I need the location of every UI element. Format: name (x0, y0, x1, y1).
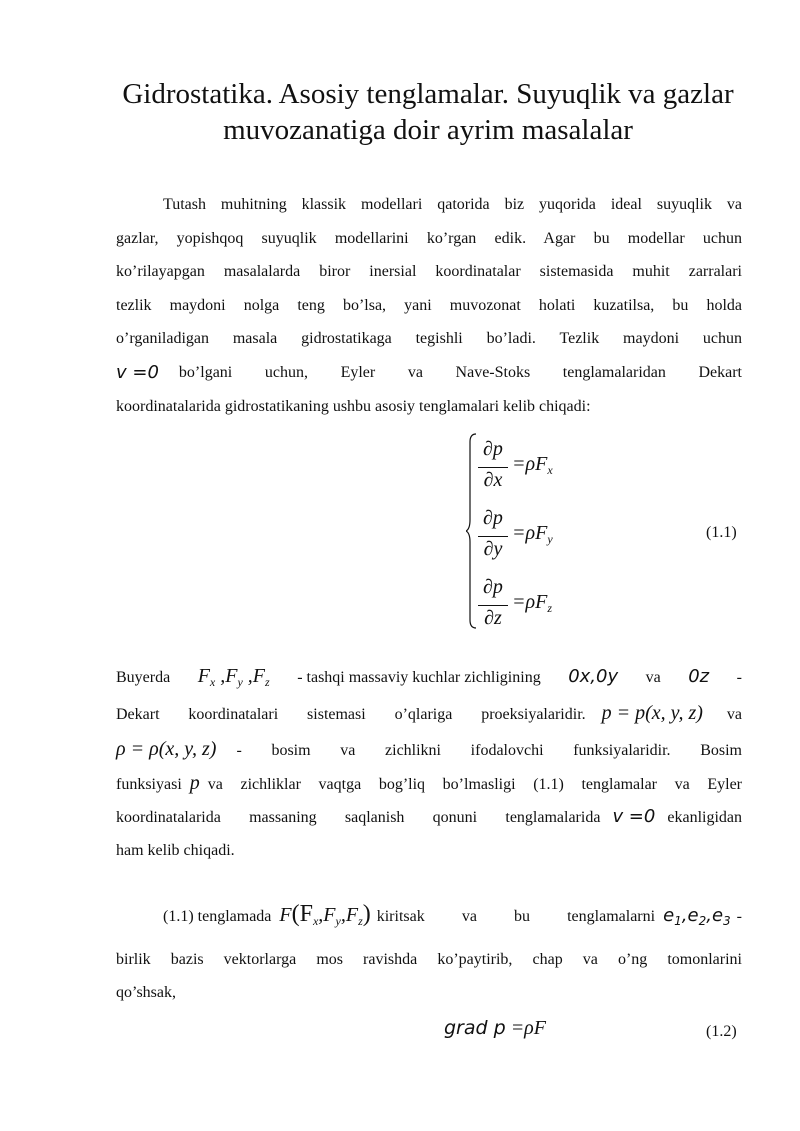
definitions-line (116, 733, 742, 767)
intro-paragraph (116, 188, 742, 423)
rhs-text: =ρF (512, 591, 548, 613)
basis-e: ,e (681, 905, 699, 926)
title-line-1: Gidrostatika. Asosiy tenglamalar. Suyuqlik va gazlar (122, 78, 734, 110)
axes-math-1: 0x,0y (568, 666, 619, 687)
force-vector-math (279, 898, 370, 939)
definitions-text: koordinatalarida massaning saqlanish qonuni tenglamalarida (116, 809, 601, 827)
definitions-text: - tashqi massaviy kuchlar zichligining (297, 669, 541, 686)
definitions-line (116, 697, 742, 731)
title-line-2: muvozanatiga doir ayrim masalalar (223, 114, 633, 146)
equation-number-1-2: (1.2) (706, 1023, 737, 1040)
fraction-bar (478, 605, 508, 606)
word-buyerda: Buyerda (116, 669, 171, 686)
subscript-y: y (547, 532, 553, 546)
denominator: ∂z (484, 607, 502, 629)
force-components: (F (291, 901, 313, 927)
dash: - (736, 669, 742, 686)
summation-text: (1.1) tenglamada (163, 908, 272, 925)
force-f: F (225, 665, 238, 687)
force-components-math: $F_x$ $,F_y$ $,F_z$ (197, 665, 270, 689)
summation-text: kiritsak va bu tenglamalarni (376, 908, 656, 925)
rhs-text: =ρF (512, 453, 548, 475)
pressure-function-math: p = p(x, y, z) (601, 701, 703, 724)
definitions-text: va zichliklar vaqtga bog’liq bo’lmasligi (1.1) tenglamalar va Eyler (207, 775, 742, 793)
subscript: 3 (723, 914, 731, 928)
grad-p-lhs: grad p (444, 1017, 506, 1039)
axes-math-2: 0z (688, 666, 710, 687)
word-funksiyasi: funksiyasi (116, 775, 182, 793)
definitions-text: ekanligidan (667, 809, 742, 827)
equation-number-1-1: (1.1) (706, 524, 737, 541)
definitions-line: ham kelib chiqadi. (116, 841, 235, 859)
pressure-p-math: p (189, 771, 200, 794)
equation-y (478, 505, 578, 565)
denominator: ∂y (483, 538, 503, 560)
page-title (100, 76, 756, 148)
force-components: ,F (340, 904, 359, 926)
subscript: 2 (698, 914, 707, 928)
force-f: F (279, 904, 292, 926)
force-f: F (197, 665, 210, 687)
velocity-zero-math: v =0 (612, 806, 656, 828)
grad-p-rhs: =ρF (510, 1017, 546, 1039)
numerator: ∂p (483, 507, 503, 529)
fraction-bar (478, 467, 508, 468)
force-f: F (252, 665, 266, 687)
subscript-z: z (547, 601, 552, 615)
rhs-text: =ρF (512, 522, 548, 544)
denominator: ∂x (483, 469, 503, 491)
word-va: va (645, 669, 661, 686)
intro-line: gazlar, yopishqoq suyuqlik modellarini ko’rgan edik. Agar bu modellar uchun (116, 229, 742, 247)
subscript: z (265, 675, 270, 689)
subscript: x (312, 914, 319, 928)
intro-line (116, 356, 742, 390)
right-hand-side (512, 522, 553, 547)
basis-vectors-math (663, 899, 731, 939)
numerator: ∂p (483, 438, 503, 460)
summation-line: qo’shsak, (116, 984, 176, 1002)
equation-system-1-1 (466, 432, 576, 630)
summation-paragraph (116, 898, 742, 1010)
word-va: va (726, 705, 742, 723)
left-brace-icon (466, 432, 478, 630)
intro-line: ko’rilayapgan masalalarda biror inersial koordinatalar sistemasida muhit zarralari (116, 263, 742, 281)
right-hand-side (512, 591, 552, 616)
equation-x (478, 436, 578, 496)
intro-line: tezlik maydoni nolga teng bo’lsa, yani muvozonat holati kuzatilsa, bu holda (116, 296, 742, 314)
force-components: ,F (318, 904, 336, 926)
intro-line: koordinatalarida gidrostatikaning ushbu asosiy tenglamalari kelib chiqadi: (116, 397, 591, 415)
basis-e: e (663, 905, 675, 926)
summation-line: birlik bazis vektorlarga mos ravishda ko’paytirib, chap va o’ng tomonlarini (116, 950, 742, 968)
subscript: x (209, 675, 216, 689)
equation-1-2 (444, 1017, 546, 1040)
closing-paren: ) (362, 901, 371, 927)
definitions-text: Dekart koordinatalari sistemasi o’qlariga proeksiyalaridir. (116, 705, 586, 723)
definitions-line (116, 660, 742, 694)
numerator: ∂p (483, 576, 503, 598)
definitions-text: - bosim va zichlikni ifodalovchi funksiyalaridir. Bosim (236, 742, 742, 760)
density-function-math: ρ = ρ(x, y, z) (116, 738, 217, 761)
definitions-line (116, 767, 742, 801)
subscript: 1 (674, 914, 682, 928)
subscript-x: x (547, 463, 553, 477)
intro-line: o’rganiladigan masala gidrostatikaga tegishli bo’ladi. Tezlik maydoni uchun (116, 330, 742, 348)
subscript: y (335, 914, 341, 928)
definitions-line (116, 800, 742, 834)
intro-line-6-text: bo’lgani uchun, Eyler va Nave-Stoks tenglamalaridan Dekart (178, 363, 742, 381)
equation-z (478, 574, 578, 634)
dash: - (736, 908, 742, 925)
right-hand-side (512, 453, 553, 478)
fraction-bar (478, 536, 508, 537)
definitions-paragraph (116, 660, 742, 868)
summation-line (116, 898, 742, 932)
subscript: y (237, 675, 243, 689)
velocity-zero-math: v =0 (116, 361, 159, 383)
basis-e: ,e (706, 905, 724, 926)
subscript: z (358, 914, 363, 928)
intro-line: Tutash muhitning klassik modellari qatorida biz yuqorida ideal suyuqlik va (163, 196, 742, 213)
